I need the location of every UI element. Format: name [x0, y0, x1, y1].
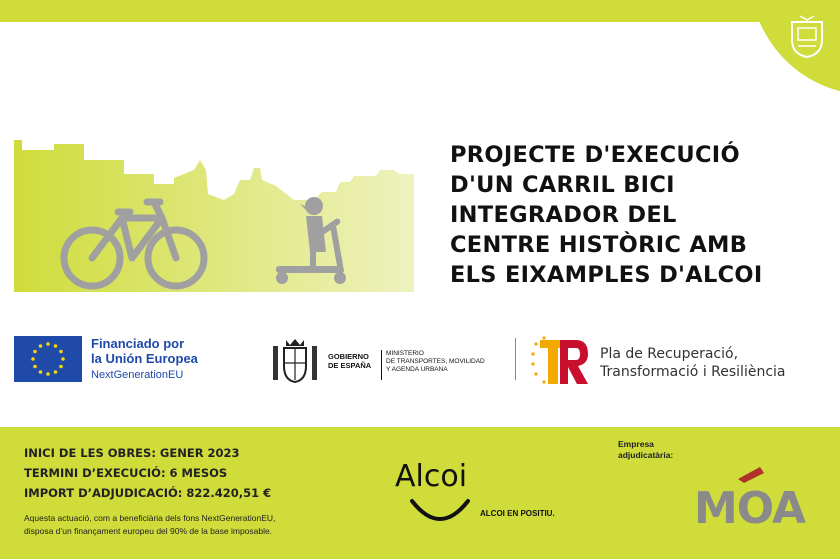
funding-note — [24, 512, 364, 538]
title-line: PROJECTE D'EXECUCIÓ — [450, 142, 740, 168]
project-title — [450, 140, 830, 290]
ministry-line-2: DE TRANSPORTES, MOVILIDAD — [386, 358, 485, 365]
recovery-plan-text — [600, 345, 835, 381]
footer-band — [0, 427, 840, 559]
skyline-illustration — [14, 140, 414, 292]
eu-line-1: Financiado por — [91, 336, 185, 351]
recovery-plan-line-1: Pla de Recuperació, — [600, 346, 739, 362]
gobierno-name — [328, 352, 378, 370]
ministry-name — [386, 350, 496, 374]
alcoi-smile-icon — [408, 497, 472, 523]
title-line: D'UN CARRIL BICI — [450, 172, 675, 198]
recovery-plan-tr-logo-icon — [530, 334, 590, 388]
recovery-plan-line-2: Transformació i Resiliència — [600, 364, 786, 380]
moa-contractor-logo — [694, 467, 812, 527]
gobierno-divider — [381, 350, 382, 380]
gobierno-line-1: GOBIERNO — [328, 352, 369, 361]
spain-coat-of-arms-icon — [270, 336, 320, 386]
works-start: INICI DE LES OBRES: GENER 2023 — [24, 446, 240, 460]
logos-separator — [515, 338, 516, 380]
eu-subtitle: NextGenerationEU — [91, 369, 184, 381]
eu-line-2: la Unión Europea — [91, 351, 198, 366]
works-term: TERMINI D’EXECUCIÓ: 6 MESOS — [24, 466, 228, 480]
eu-flag-icon — [14, 336, 82, 382]
funding-note-line-2: disposa d’un finançament europeu del 90% de la base imposable. — [24, 526, 273, 536]
contractor-label-line-2: adjudicatària: — [618, 450, 674, 460]
eu-funding-text — [91, 336, 261, 381]
works-amount: IMPORT D’ADJUDICACIÓ: 822.420,51 € — [24, 486, 272, 500]
gobierno-line-2: DE ESPAÑA — [328, 361, 372, 370]
funding-logos-row — [0, 330, 840, 390]
moa-logo-text: MOA — [694, 483, 806, 527]
ministry-line-3: Y AGENDA URBANA — [386, 366, 448, 373]
funding-note-line-1: Aquesta actuació, com a beneficiària dels fons NextGenerationEU, — [24, 513, 276, 523]
alcoi-coat-of-arms-icon — [788, 14, 826, 58]
title-line: ELS EIXAMPLES D'ALCOI — [450, 262, 763, 288]
title-line: INTEGRADOR DEL — [450, 202, 677, 228]
contractor-label-line-1: Empresa — [618, 439, 654, 449]
works-info — [24, 443, 271, 503]
alcoi-logo-word: Alcoi — [395, 459, 468, 494]
contractor-label — [618, 439, 673, 461]
title-line: CENTRE HISTÒRIC AMB — [450, 232, 748, 258]
alcoi-tagline: ALCOI EN POSITIU. — [480, 509, 555, 518]
ministry-line-1: MINISTERIO — [386, 350, 424, 357]
top-band — [0, 0, 840, 22]
